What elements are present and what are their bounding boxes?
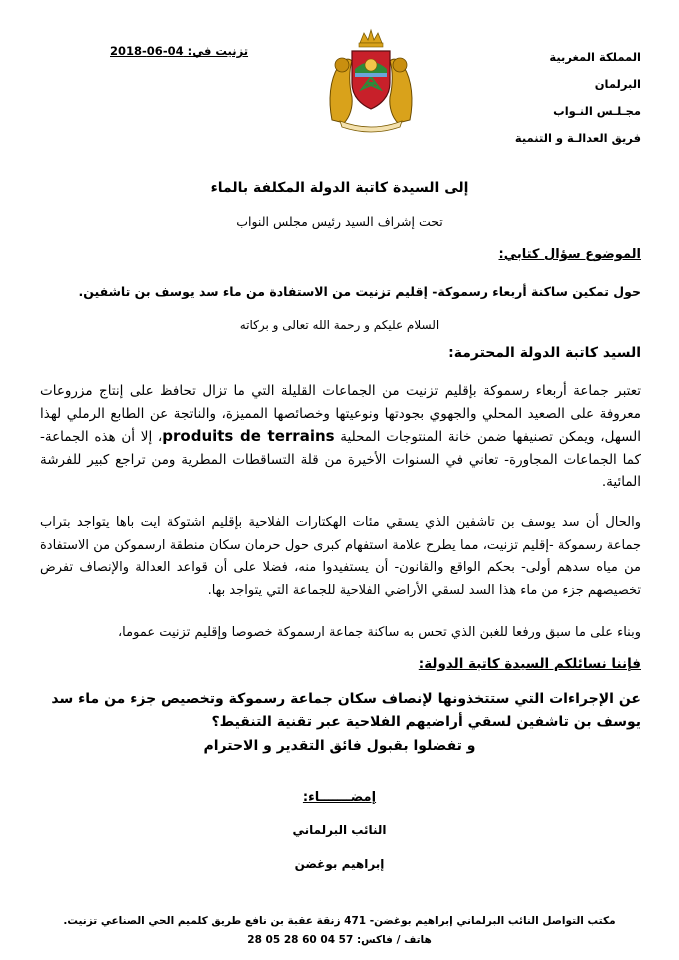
header-line-parliament: البرلمان	[594, 77, 641, 91]
header-line-group: فريق العدالـة و التنمية	[514, 131, 641, 145]
coat-of-arms-emblem	[322, 25, 420, 135]
greeting-line: السلام عليكم و رحمة الله تعالى و بركاته	[239, 318, 440, 332]
salutation-line: السيد كاتبة الدولة المحترمة:	[448, 345, 641, 361]
header-line-kingdom: المملكة المغربية	[549, 50, 641, 64]
question-text: عن الإجراءات التي ستتخذونها لإنصاف سكان جماعة رسموكة وتخصيص جزء من ماء سد يوسف بن تاشفين لسقي أراضيهم الفلاحية عبر تقنية التنقيط؟	[51, 691, 641, 730]
footer-phone: هاتف / فاكس: 57 04 60 28 05 28	[247, 934, 432, 946]
body-paragraph-3: وبناء على ما سبق ورفعا للغبن الذي تحس به ساكنة جماعة ارسموكة خصوصا وإقليم تزنيت عموما،	[117, 625, 641, 640]
signature-name: إبراهيم بوغضن	[294, 857, 385, 871]
question-intro-label: فإننا نسائلكم السيدة كاتبة الدولة:	[418, 656, 641, 672]
paragraph-1-text-a: تعتبر جماعة أربعاء رسموكة بإقليم تزنيت من الجماعات القليلة التي ما تزال تحافظ على إنتاج مزروعات معروفة على الصعيد المحلي والجهوي بجودتها ونوعيتها وخصائصها المميزة، والناتجة عن الطابع الرملي لهذا السهل، ويمكن تصنيفها ضمن خانة المنتوجات المحلية	[40, 383, 641, 445]
signature-label: إمضـــــــاء:	[302, 790, 377, 805]
footer-address: مكتب التواصل النائب البرلماني إبراهيم بوغضن- 471 زنقة عقبة بن نافع طريق كلميم الحي الصناعي تزنيت.	[63, 915, 616, 927]
body-paragraph-1	[40, 380, 641, 494]
sender-header	[515, 44, 641, 152]
subject-label: الموضوع سؤال كتابي:	[498, 247, 641, 262]
subject-text: حول تمكين ساكنة أربعاء رسموكة- إقليم تزنيت من الاستفادة من ماء سد يوسف بن تاشفين.	[78, 284, 641, 299]
letter-date: تزنيت في: 04-06-2018	[110, 44, 249, 58]
signature-role: النائب البرلماني	[292, 823, 387, 837]
paragraph-1-text-b: ، إلا أن هذه الجماعة- كما الجماعات المجاورة- تعاني في السنوات الأخيرة من قلة التساقطات المطرية ومن تراجع كبير للفرشة المائية.	[40, 429, 641, 490]
header-line-house: مجـلـس النـواب	[553, 104, 641, 118]
supervision-line: تحت إشراف السيد رئيس مجلس النواب	[236, 214, 443, 229]
body-paragraph-2: والحال أن سد يوسف بن تاشفين الذي يسقي مئات الهكتارات الفلاحية بإقليم اشتوكة ايت باها يتواجد بتراب جماعة رسموكة -إقليم تزنيت، مما يطرح علامة استفهام كبرى حول حرمان سكان منطقة ارسموكن من الاستفادة من مياه سدهم أولى- بحكم الواقع والقانون- أن يستفيدوا منه، فضلا على أن قواعد العدالة والإنصاف تفرض تخصيصهم جزء من ماء هذا السد لسقي الأراضي الفلاحية للجماعة التي يتواجد بها.	[40, 515, 641, 598]
paragraph-1-latin-term: produits de terrains	[162, 427, 335, 445]
footer-contact	[0, 912, 679, 950]
closing-line: و تفضلوا بقبول فائق التقدير و الاحترام	[203, 738, 476, 754]
addressee-line: إلى السيدة كاتبة الدولة المكلفة بالماء	[210, 180, 469, 196]
